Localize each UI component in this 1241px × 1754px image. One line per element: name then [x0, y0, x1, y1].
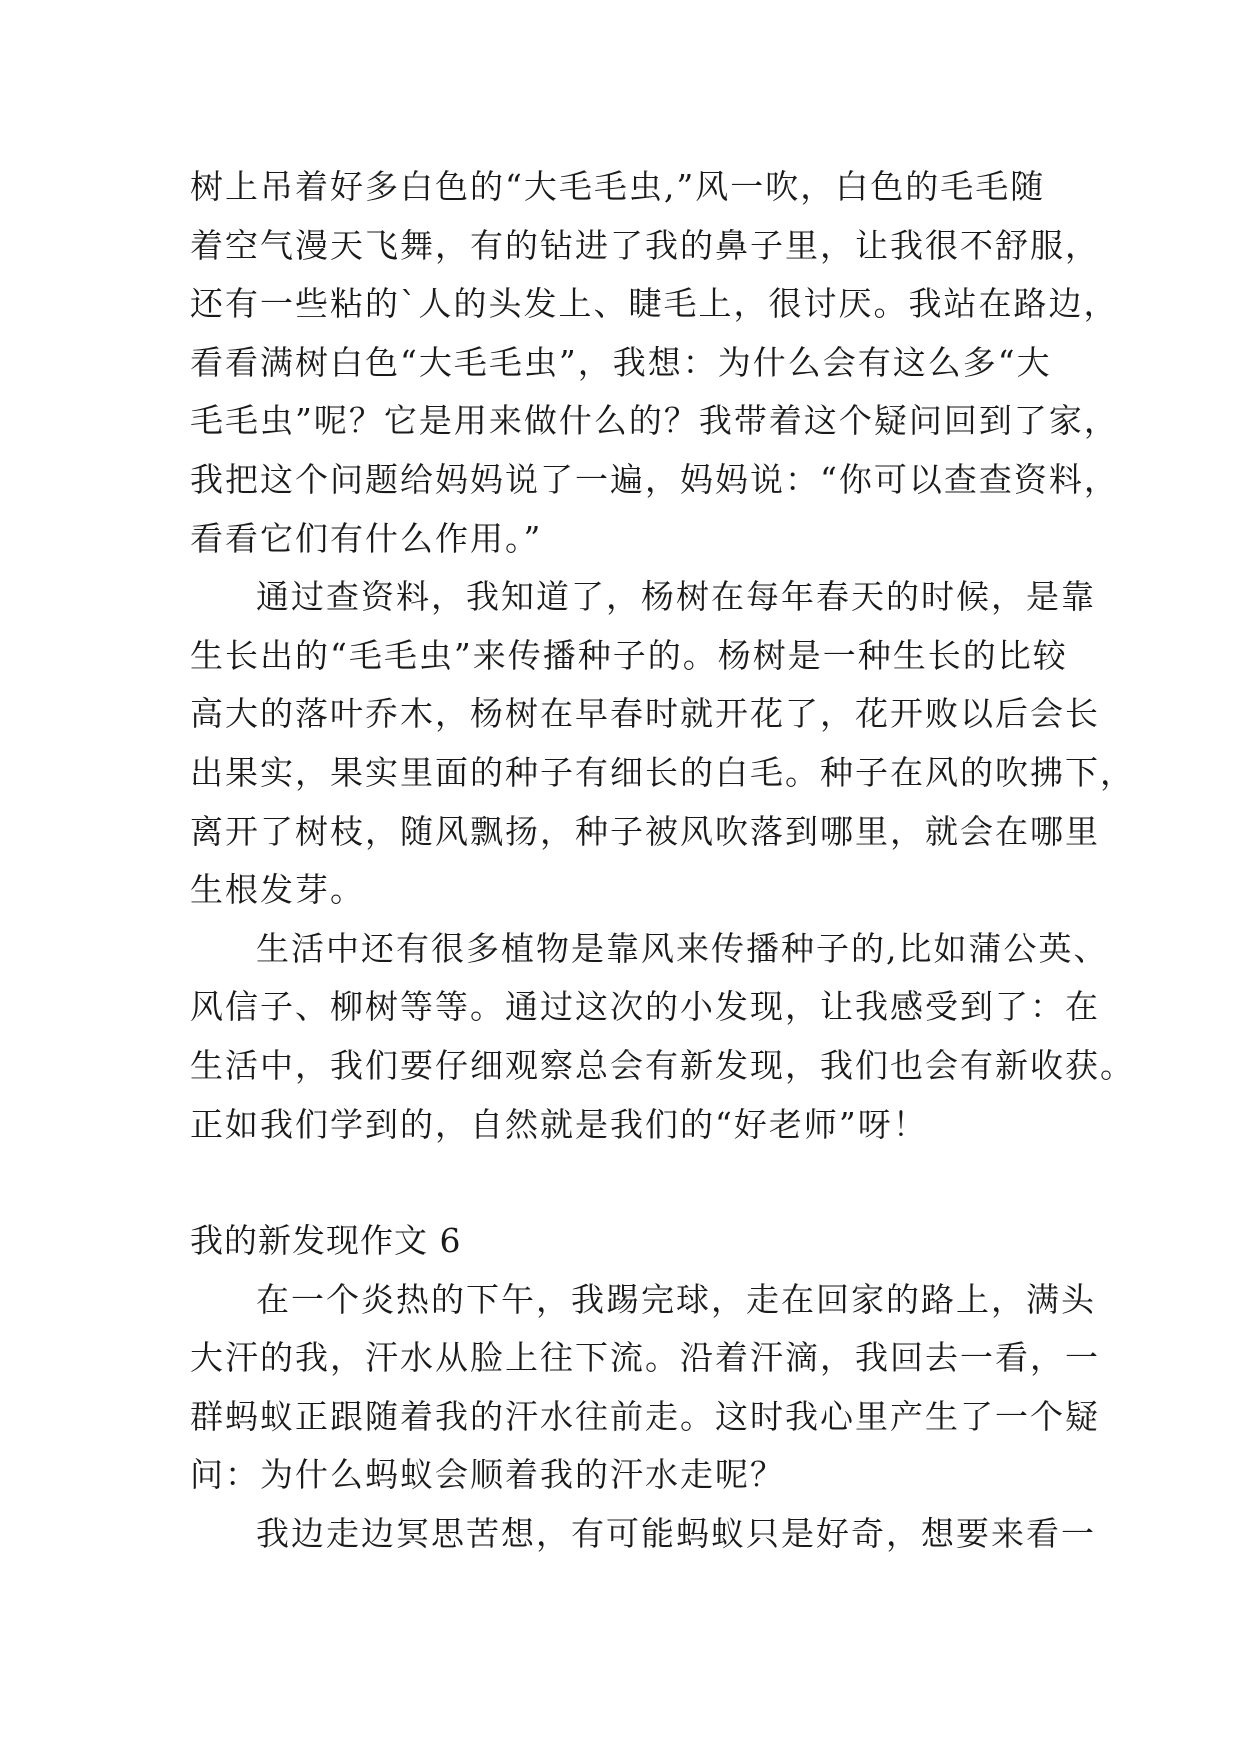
paragraph-3 — [190, 920, 1135, 1154]
text-line: 毛毛虫”呢？它是用来做什么的？我带着这个疑问回到了家， — [190, 401, 1119, 441]
text-line: 生活中，我们要仔细观察总会有新发现，我们也会有新收获。 — [190, 1045, 1135, 1085]
paragraph-1 — [190, 158, 1119, 568]
section-heading: 我的新发现作文 6 — [190, 1221, 462, 1261]
text-line: 生活中还有很多植物是靠风来传播种子的,比如蒲公英、 — [256, 928, 1109, 968]
text-line: 正如我们学到的，自然就是我们的“好老师”呀！ — [190, 1104, 928, 1144]
text-line: 看看它们有什么作用。” — [190, 518, 543, 558]
paragraph-2 — [190, 568, 1135, 920]
text-line: 通过查资料，我知道了，杨树在每年春天的时候，是靠 — [256, 577, 1096, 617]
text-line: 问：为什么蚂蚁会顺着我的汗水走呢？ — [190, 1455, 785, 1495]
document-body — [190, 158, 1135, 1564]
text-line: 树上吊着好多白色的“大毛毛虫,”风一吹，白色的毛毛随 — [190, 167, 1046, 206]
section-gap — [190, 1154, 1060, 1212]
text-line: 出果实，果实里面的种子有细长的白毛。种子在风的吹拂下， — [190, 752, 1135, 792]
text-line: 在一个炎热的下午，我踢完球，走在回家的路上，满头 — [256, 1279, 1096, 1319]
text-line: 风信子、柳树等等。通过这次的小发现，让我感受到了：在 — [190, 987, 1100, 1027]
text-line: 离开了树枝，随风飘扬，种子被风吹落到哪里，就会在哪里 — [190, 811, 1100, 851]
text-line: 大汗的我，汗水从脸上往下流。沿着汗滴，我回去一看，一 — [190, 1338, 1100, 1378]
text-line: 还有一些粘的`人的头发上、睫毛上，很讨厌。我站在路边， — [190, 284, 1119, 324]
text-line: 着空气漫天飞舞，有的钻进了我的鼻子里，让我很不舒服， — [190, 225, 1100, 265]
text-line: 生长出的“毛毛虫”来传播种子的。杨树是一种生长的比较 — [190, 635, 1068, 675]
text-line: 生根发芽。 — [190, 870, 365, 910]
text-line: 我把这个问题给妈妈说了一遍，妈妈说：“你可以查查资料， — [190, 459, 1119, 499]
text-line: 群蚂蚁正跟随着我的汗水往前走。这时我心里产生了一个疑 — [190, 1396, 1100, 1436]
text-line: 高大的落叶乔木，杨树在早春时就开花了，花开败以后会长 — [190, 694, 1100, 734]
paragraph-5 — [190, 1505, 1096, 1564]
paragraph-4 — [190, 1271, 1100, 1505]
text-line: 我边走边冥思苦想，有可能蚂蚁只是好奇，想要来看一 — [256, 1514, 1096, 1554]
text-line: 看看满树白色“大毛毛虫”，我想：为什么会有这么多“大 — [190, 342, 1052, 382]
